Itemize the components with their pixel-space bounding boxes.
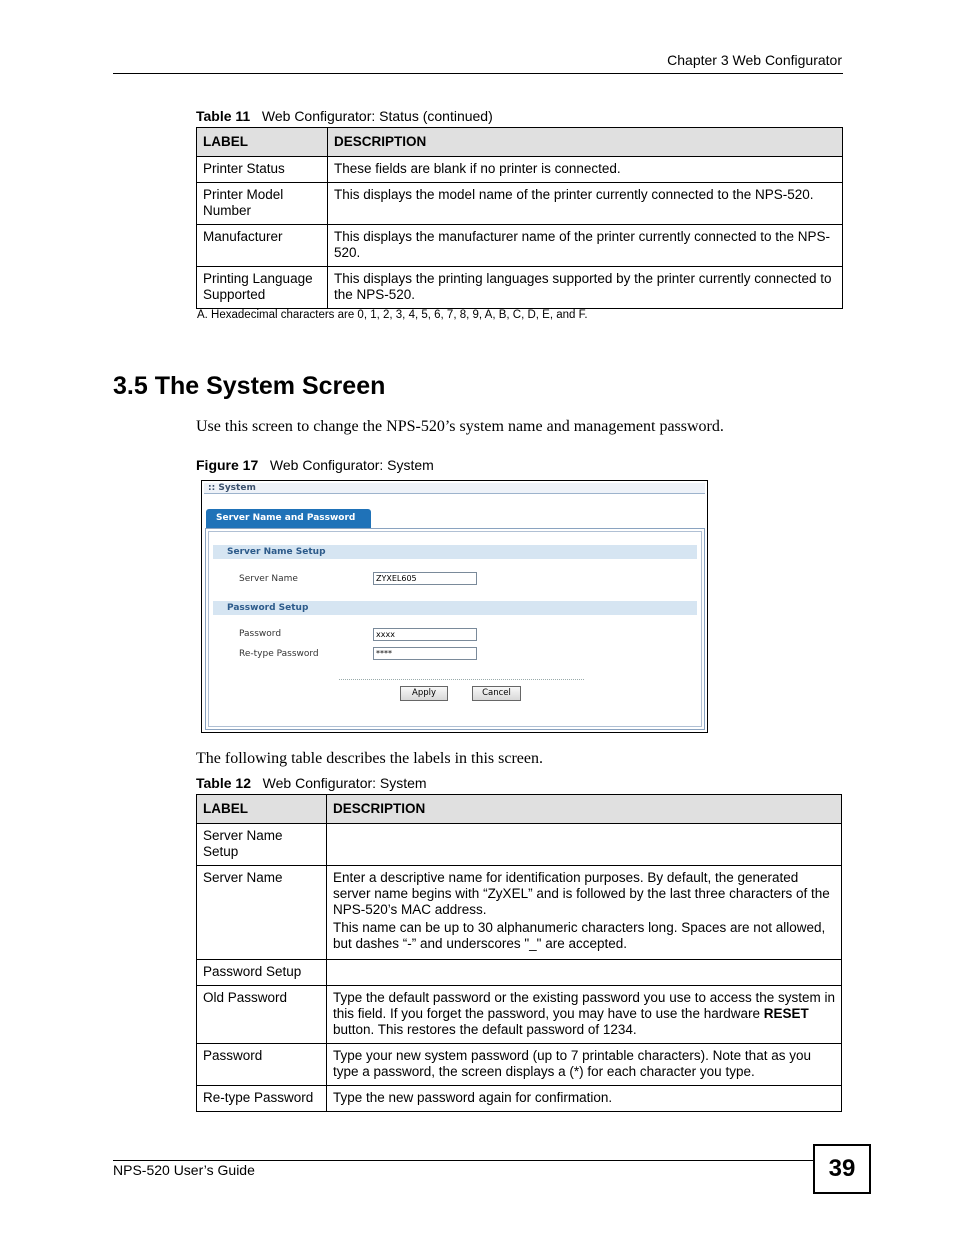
figure17-caption-text: Web Configurator: System <box>269 457 434 473</box>
description-paragraph: This name can be up to 30 alphanumeric characters long. Spaces are not allowed, but dashes “-” and underscores "_" are accepted. <box>333 920 826 951</box>
settings-panel-inner <box>208 531 702 727</box>
table-row <box>197 866 842 960</box>
table12-caption-label: Table 12 <box>196 775 251 791</box>
row-label: Old Password <box>197 986 327 1044</box>
row-label: Re-type Password <box>197 1086 327 1112</box>
column-header-description: DESCRIPTION <box>327 795 842 824</box>
table-header-row <box>197 128 843 157</box>
reset-keyword: RESET <box>763 1006 809 1021</box>
server-name-input[interactable]: ZYXEL605 <box>373 572 477 585</box>
apply-button[interactable]: Apply <box>400 686 448 701</box>
column-header-label: LABEL <box>197 795 327 824</box>
row-description <box>327 986 842 1044</box>
row-description <box>327 866 842 960</box>
row-description: These fields are blank if no printer is connected. <box>328 157 843 183</box>
row-label: Printer Model Number <box>197 183 328 225</box>
retype-password-input[interactable]: **** <box>373 647 477 660</box>
row-label: Server Name Setup <box>197 824 327 866</box>
row-label: Password Setup <box>197 960 327 986</box>
table-row <box>197 960 842 986</box>
cancel-button[interactable]: Cancel <box>472 686 521 701</box>
table12 <box>196 794 842 1112</box>
row-label: Password <box>197 1044 327 1086</box>
tab-server-name-and-password[interactable]: Server Name and Password <box>206 509 371 528</box>
row-description: Type your new system password (up to 7 printable characters). Note that as you type a password, the screen displays a (*) for each character you type. <box>327 1044 842 1086</box>
table11 <box>196 127 843 309</box>
settings-panel <box>205 528 705 730</box>
table-row <box>197 225 843 267</box>
footer-guide-title: NPS-520 User’s Guide <box>113 1162 255 1178</box>
table12-caption-text: Web Configurator: System <box>262 775 427 791</box>
section-intro: Use this screen to change the NPS-520’s system name and management password. <box>196 418 724 435</box>
table11-caption <box>196 108 493 124</box>
password-label: Password <box>239 629 282 639</box>
row-description: Type the new password again for confirmation. <box>327 1086 842 1112</box>
figure17-screenshot <box>201 480 708 733</box>
column-header-label: LABEL <box>197 128 328 157</box>
server-name-label: Server Name <box>239 574 298 584</box>
table-row <box>197 267 843 309</box>
figure17-caption <box>196 457 434 473</box>
retype-password-label: Re-type Password <box>239 649 319 659</box>
table12-caption <box>196 775 427 791</box>
table-row <box>197 157 843 183</box>
password-setup-header: Password Setup <box>213 601 697 615</box>
row-label: Manufacturer <box>197 225 328 267</box>
page-number: 39 <box>813 1144 871 1194</box>
row-description: This displays the manufacturer name of the printer currently connected to the NPS-520. <box>328 225 843 267</box>
table-header-row <box>197 795 842 824</box>
table-row <box>197 183 843 225</box>
password-input[interactable]: xxxx <box>373 628 477 641</box>
window-title: :: System <box>204 483 705 494</box>
table11-footnote: A. Hexadecimal characters are 0, 1, 2, 3, 4, 5, 6, 7, 8, 9, A, B, C, D, E, and F. <box>197 309 588 321</box>
figure17-caption-label: Figure 17 <box>196 457 259 473</box>
description-text: button. This restores the default password of 1234. <box>333 1022 637 1037</box>
row-description: This displays the model name of the printer currently connected to the NPS-520. <box>328 183 843 225</box>
header-rule <box>113 73 843 74</box>
row-label: Printing Language Supported <box>197 267 328 309</box>
row-description: This displays the printing languages supported by the printer currently connected to the NPS-520. <box>328 267 843 309</box>
footer-rule <box>113 1160 813 1161</box>
row-description <box>327 824 842 866</box>
section-title: 3.5 The System Screen <box>113 372 386 400</box>
column-header-description: DESCRIPTION <box>328 128 843 157</box>
server-name-setup-header: Server Name Setup <box>213 545 697 559</box>
table11-caption-label: Table 11 <box>196 108 251 124</box>
row-description <box>327 960 842 986</box>
description-text: Type the default password or the existing password you use to access the system in this field. If you forget the password, you may have to use the hardware <box>333 990 836 1021</box>
button-divider <box>339 679 584 680</box>
row-label: Server Name <box>197 866 327 960</box>
table-row <box>197 1044 842 1086</box>
table-row <box>197 1086 842 1112</box>
table-row <box>197 824 842 866</box>
description-paragraph: Enter a descriptive name for identification purposes. By default, the generated server name begins with “ZyXEL” and is followed by the last three characters of the NPS-520’s MAC address. <box>333 870 830 917</box>
row-label: Printer Status <box>197 157 328 183</box>
following-text: The following table describes the labels in this screen. <box>196 750 544 767</box>
table-row <box>197 986 842 1044</box>
running-header: Chapter 3 Web Configurator <box>667 52 842 68</box>
table11-caption-text: Web Configurator: Status (continued) <box>261 108 493 124</box>
